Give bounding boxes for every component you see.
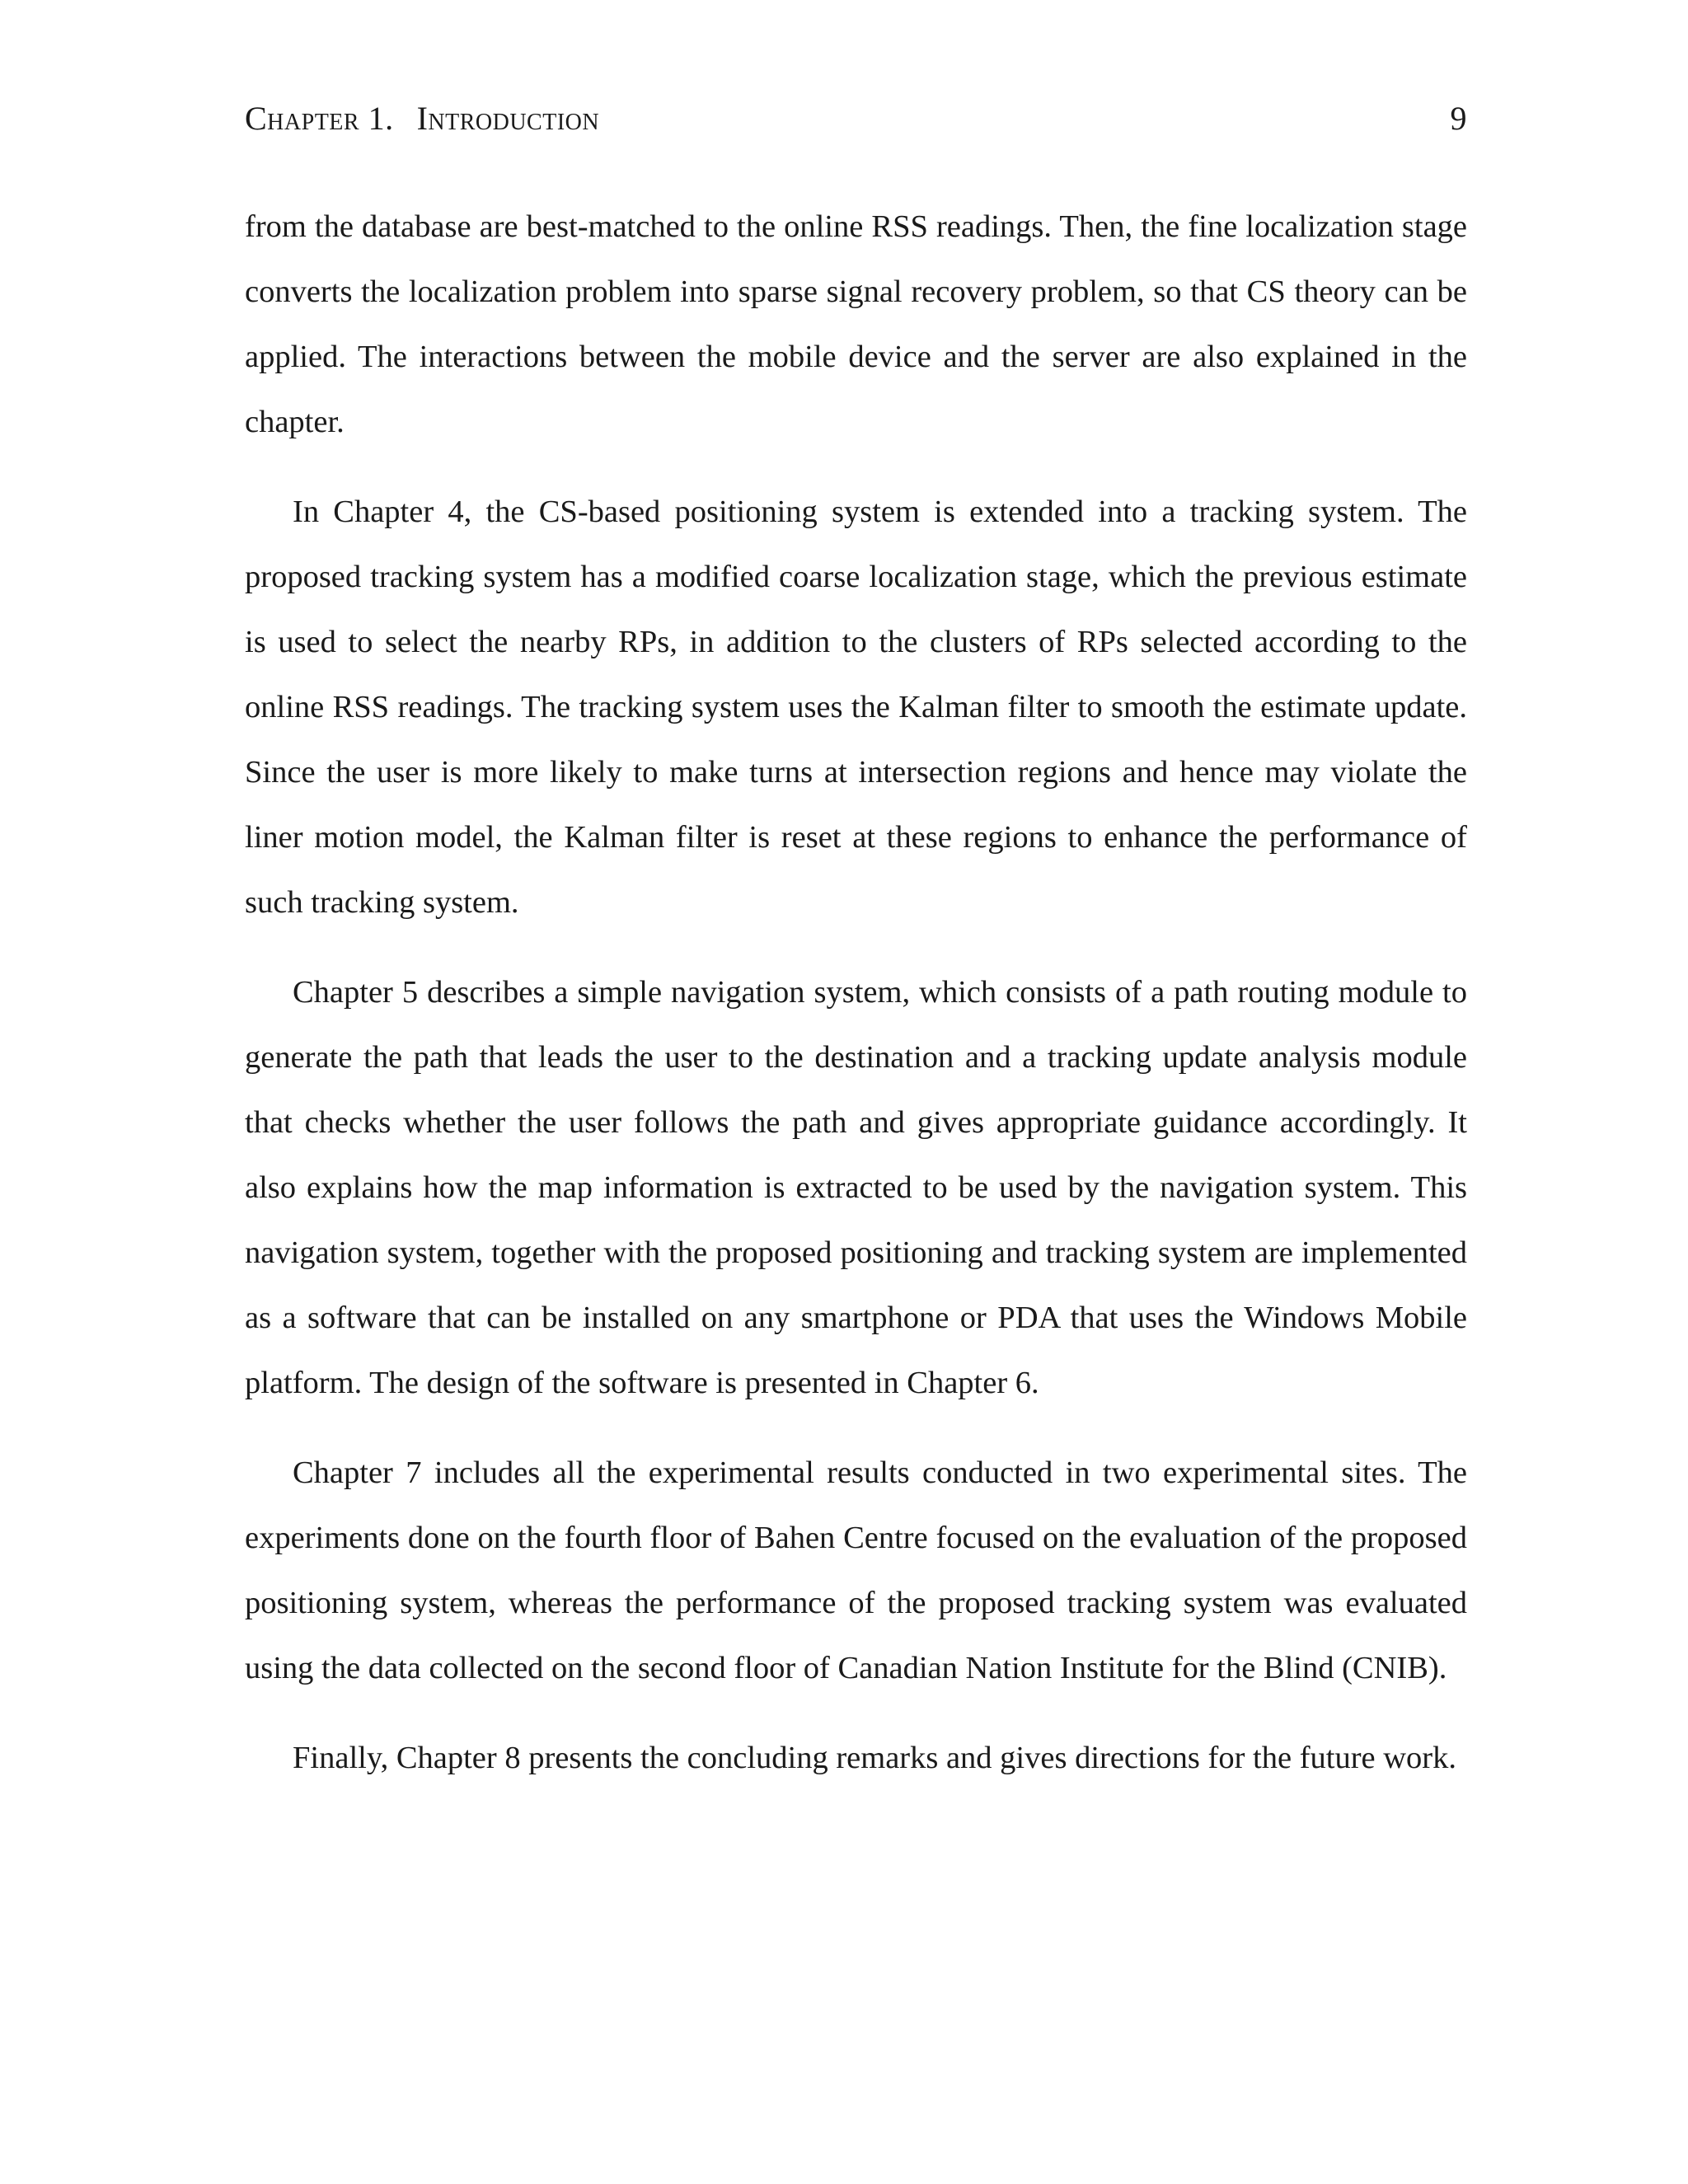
paragraph-chapter-7: Chapter 7 includes all the experimental results conducted in two experimental sites. The experiments done on the fourth floor of Bahen Centre focused on the evaluation of the proposed positioning system, whereas the performance of the proposed tracking system was evaluated using the data collected on the second floor of Canadian Nation Institute for the Blind (CNIB). — [245, 1455, 1467, 1685]
chapter-title: Introduction — [416, 100, 600, 137]
paragraph-chapter-4: In Chapter 4, the CS-based positioning system is extended into a tracking system. The proposed tracking system has a modified coarse localization stage, which the previous estimate is used to select the nearby RPs, in addition to the clusters of RPs selected according to the online RSS readings. The tracking system uses the Kalman filter to smooth the estimate update. Since the user is more likely to make turns at intersection regions and hence may violate the liner motion model, the Kalman filter is reset at these regions to enhance the performance of such tracking system. — [245, 494, 1467, 920]
chapter-heading — [245, 99, 599, 138]
paragraph-chapter-5: Chapter 5 describes a simple navigation system, which consists of a path routing module to generate the path that leads the user to the destination and a tracking update analysis module that checks whether the user follows the path and gives appropriate guidance accordingly. It also explains how the map information is extracted to be used by the navigation system. This navigation system, together with the proposed positioning and tracking system are implemented as a software that can be installed on any smartphone or PDA that uses the Windows Mobile platform. The design of the software is presented in Chapter 6. — [245, 975, 1467, 1400]
running-header — [245, 99, 1467, 140]
paragraph-chapter-8: Finally, Chapter 8 presents the concluding remarks and gives directions for the future work. — [293, 1741, 1456, 1775]
body-text — [245, 194, 1467, 1816]
page-number: 9 — [1450, 100, 1467, 137]
paragraph-continued: from the database are best-matched to the online RSS readings. Then, the fine localization stage converts the localization problem into sparse signal recovery problem, so that CS theory can be applied. The interactions between the mobile device and the server are also explained in the chapter. — [245, 209, 1467, 439]
document-page — [245, 0, 1467, 2184]
chapter-label: Chapter 1. — [245, 100, 394, 137]
